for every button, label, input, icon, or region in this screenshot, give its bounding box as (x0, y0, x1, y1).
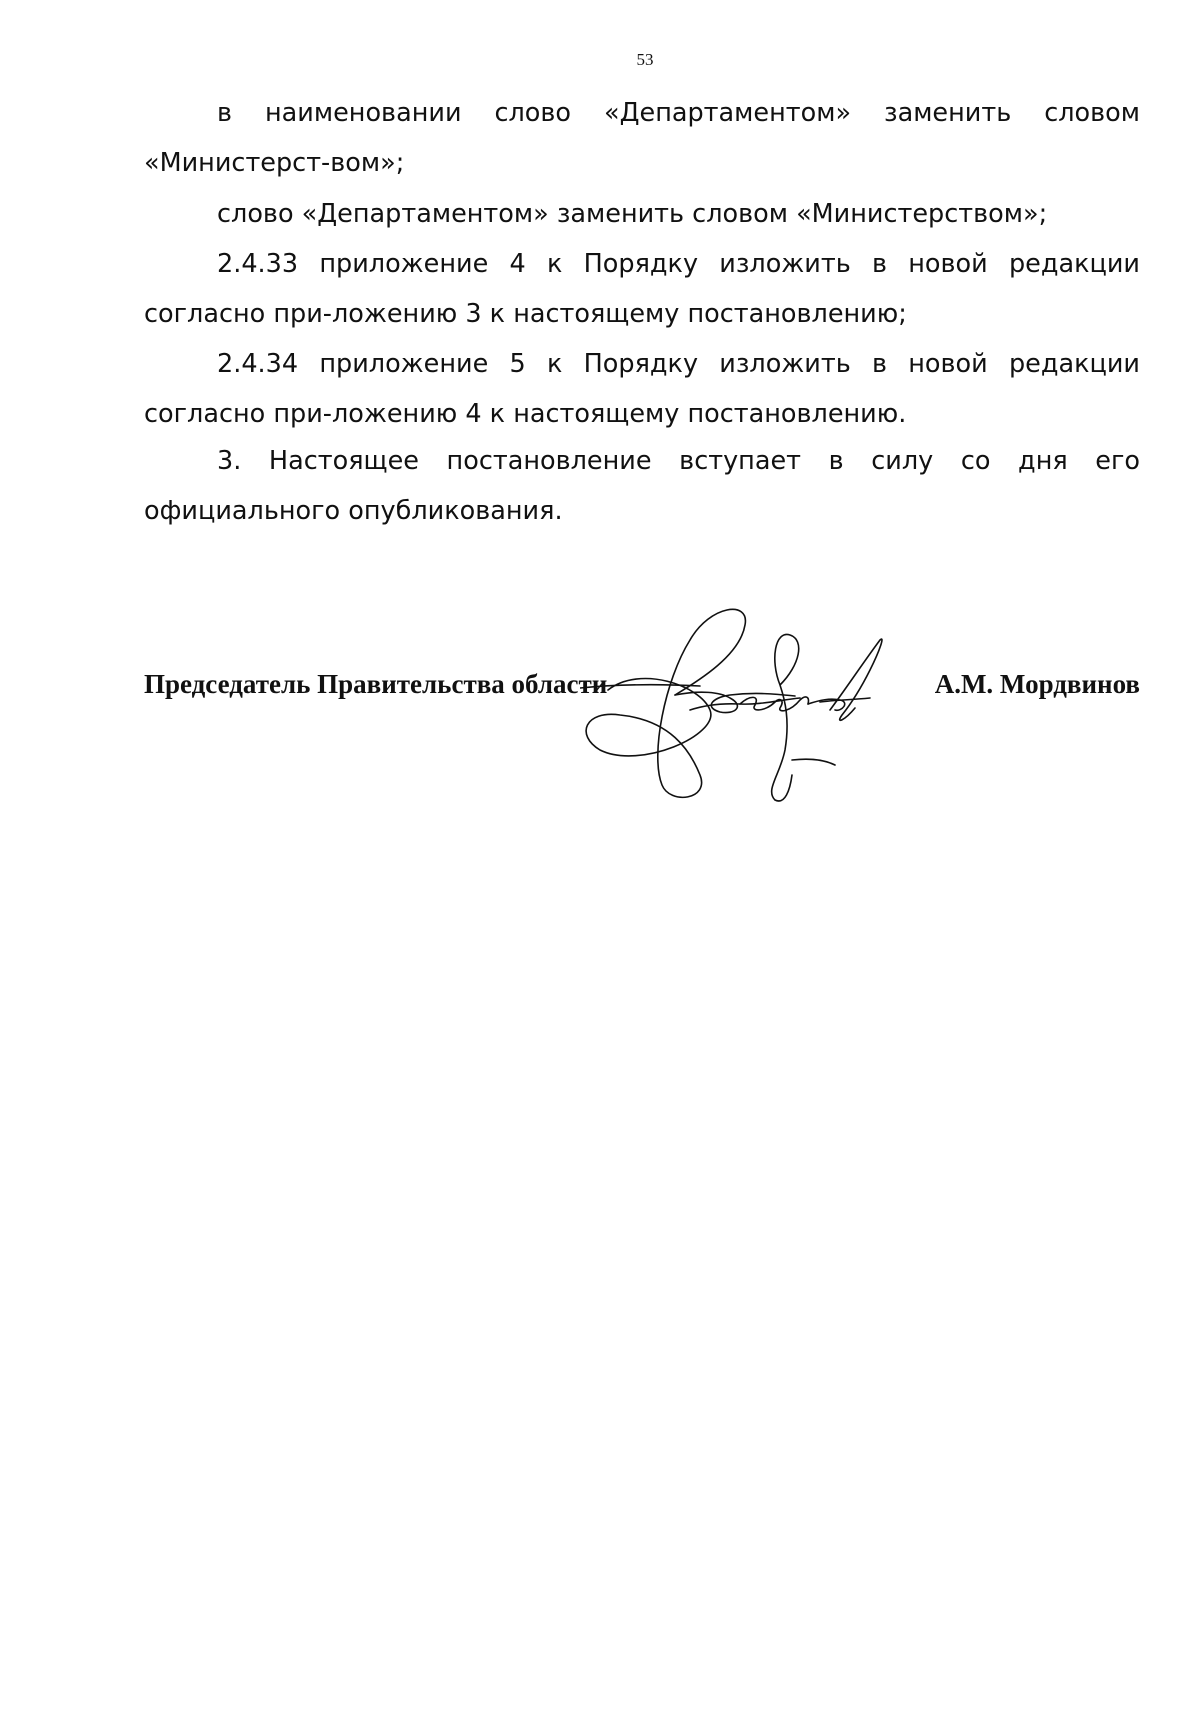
paragraph-item-2-4-34: 2.4.34 приложение 5 к Порядку изложить в новой редакции согласно при-ложению 4 к настоящему постановлению. (144, 349, 1140, 429)
paragraph-rename-title: в наименовании слово «Департаментом» заменить словом «Министерст-вом»; (144, 98, 1140, 178)
paragraph-rename-word: слово «Департаментом» заменить словом «Министерством»; (217, 199, 1048, 229)
signatory-title: Председатель Правительства области (144, 669, 608, 699)
paragraph-item-2-4-33: 2.4.33 приложение 4 к Порядку изложить в новой редакции согласно при-ложению 3 к настоящему постановлению; (144, 249, 1140, 329)
page-number: 53 (636, 50, 654, 69)
signatory-name: А.М. Мордвинов (934, 669, 1140, 699)
paragraph-item-3: 3. Настоящее постановление вступает в силу со дня его официального опубликования. (144, 446, 1140, 526)
handwritten-signature (580, 600, 960, 810)
